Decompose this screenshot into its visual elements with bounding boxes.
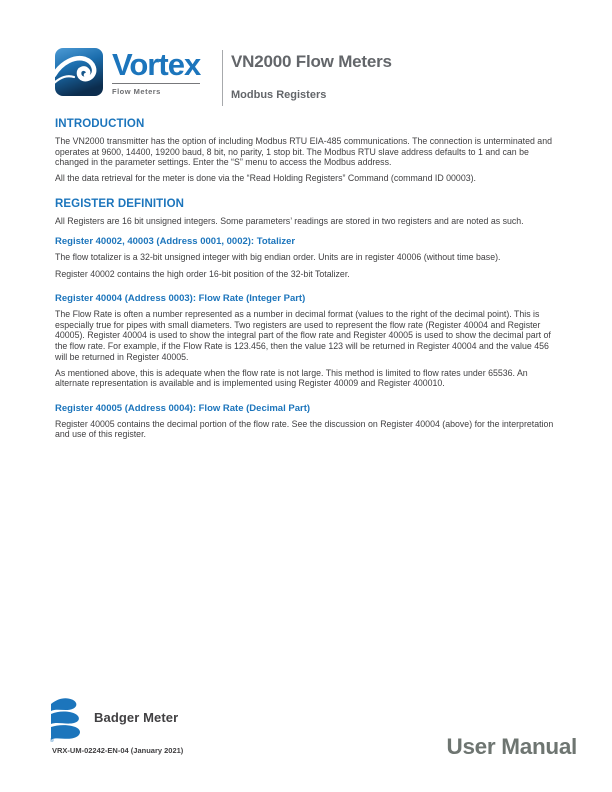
- header: [55, 48, 200, 96]
- paragraph: The flow totalizer is a 32-bit unsigned integer with big endian order. Units are in register 40006 (without time base).: [55, 252, 501, 263]
- paragraph: The VN2000 transmitter has the option of including Modbus RTU EIA-485 communications. The connection is unterminated and operates at 9600, 14400, 19200 baud, 8 bit, no parity, 1 stop bit. The Modbus RTU slave address defaults to 1 and can be changed in the parameter settings. Enter the “S” menu to access the Modbus address.: [55, 136, 552, 168]
- doc-titles: [231, 52, 561, 101]
- paragraph: As mentioned above, this is adequate when the flow rate is not large. This method is limited to flow rates under 65536. An alternate representation is available and is implemented using Register 40009 and Register 400010.: [55, 367, 528, 389]
- footer-logo: [49, 697, 178, 741]
- registered-trademark-mark: ®: [50, 738, 54, 744]
- header-divider: [222, 50, 223, 106]
- page-title: VN2000 Flow Meters: [231, 52, 392, 71]
- vortex-wordmark: [112, 48, 200, 96]
- paragraph: Register 40005 contains the decimal portion of the flow rate. See the discussion on Register 40004 (above) for the interpretation and use of this register.: [55, 418, 554, 440]
- brand-tagline: Flow Meters: [112, 87, 161, 96]
- vortex-wave-icon: [55, 48, 103, 96]
- paragraph: All Registers are 16 bit unsigned integers. Some parameters’ readings are stored in two registers and are noted as such.: [55, 215, 524, 226]
- footer-brand-name: Badger Meter: [94, 709, 179, 725]
- paragraph: Register 40002 contains the high order 16-bit position of the 32-bit Totalizer.: [55, 268, 350, 279]
- register-heading-flow-rate-decimal: Register 40005 (Address 0004): Flow Rate (Decimal Part): [55, 402, 311, 414]
- section-heading-register-definition: REGISTER DEFINITION: [55, 197, 185, 210]
- register-heading-flow-rate-integer: Register 40004 (Address 0003): Flow Rate (Integer Part): [55, 293, 306, 305]
- page-subtitle: Modbus Registers: [231, 89, 327, 101]
- paragraph: All the data retrieval for the meter is done via the “Read Holding Registers” Command (command ID 00003).: [55, 173, 476, 184]
- paragraph: The Flow Rate is often a number represented as a number in decimal format (values to the right of the decimal point). This is especially true for pipes with small diameters. Two registers are used to represent the flow rate (Register 40004 and Register 40005). Register 40004 is used to show the integral part of the flow rate and Register 40005 is used to show the decimal part of the flow rate. For example, if the Flow Rate is 123.456, then the value 123 will be returned in Register 40004 and the value 456 will be returned in Register 40005.: [55, 309, 551, 362]
- brand-name: Vortex: [112, 47, 201, 82]
- register-heading-totalizer: Register 40002, 40003 (Address 0001, 0002): Totalizer: [55, 236, 296, 248]
- section-heading-introduction: INTRODUCTION: [55, 118, 145, 130]
- badger-meter-b-icon: [49, 697, 86, 741]
- document-type-label: User Manual: [446, 734, 577, 759]
- document-body: [55, 118, 558, 446]
- document-number: VRX-UM-02242-EN-04 (January 2021): [52, 746, 184, 755]
